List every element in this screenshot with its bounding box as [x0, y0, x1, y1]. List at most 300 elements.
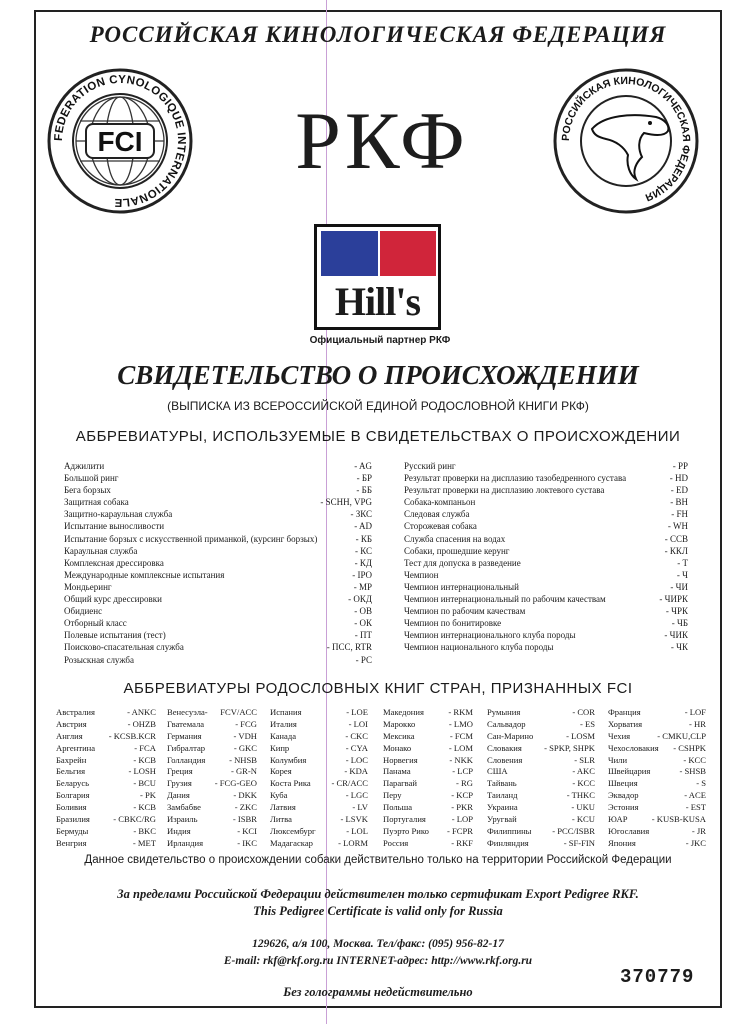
list-item — [167, 707, 257, 719]
item-code: - ACE — [684, 790, 706, 801]
item-code: - RKF — [451, 837, 473, 848]
item-label: Канада — [270, 730, 297, 741]
list-item — [404, 508, 688, 520]
item-label: Сальвадор — [487, 718, 526, 729]
item-code: - EST — [685, 802, 706, 813]
list-item — [270, 719, 368, 731]
item-code: - Ч — [676, 569, 688, 580]
country-column-6 — [608, 707, 706, 850]
list-item — [167, 766, 257, 778]
item-label: Замбабве — [167, 802, 201, 813]
item-code: - AD — [354, 521, 372, 532]
item-code: - BCU — [133, 778, 156, 789]
item-label: Чехия — [608, 730, 631, 741]
item-label: Индия — [167, 825, 191, 836]
item-label: Мадагаскар — [270, 837, 313, 848]
list-item — [270, 778, 368, 790]
list-item — [608, 743, 706, 755]
item-code: - LCP — [452, 766, 473, 777]
item-code: - GKC — [233, 742, 257, 753]
list-item — [64, 557, 372, 569]
item-code: - KDA — [344, 766, 368, 777]
list-item — [487, 755, 595, 767]
list-item — [167, 755, 257, 767]
item-label: Колумбия — [270, 754, 307, 765]
item-code: - ED — [670, 485, 688, 496]
hills-logo — [314, 224, 441, 330]
list-item — [56, 838, 156, 850]
item-code: - PK — [140, 790, 156, 801]
item-label: Люксембург — [270, 825, 316, 836]
item-code: - FCG-GEO — [214, 778, 257, 789]
list-item — [64, 472, 372, 484]
item-code: - ККЛ — [664, 545, 688, 556]
item-code: - FH — [671, 509, 688, 520]
item-label: Аргентина — [56, 742, 96, 753]
item-label: Голландия — [167, 754, 206, 765]
list-item — [608, 814, 706, 826]
item-label: Таиланд — [487, 790, 518, 801]
list-item — [608, 790, 706, 802]
list-item — [404, 533, 688, 545]
list-item — [56, 731, 156, 743]
item-code: - SHSB — [679, 766, 706, 777]
item-code: - VDH — [233, 730, 257, 741]
item-code: - CSHPK — [673, 742, 706, 753]
item-code: - FCA — [134, 742, 156, 753]
item-code: - JKC — [685, 837, 706, 848]
abbreviations-list-left — [64, 460, 372, 666]
list-item — [404, 581, 688, 593]
item-code: - ЧБ — [671, 618, 688, 629]
item-code: - OHZB — [127, 718, 156, 729]
item-label: Чемпион по бонитировке — [404, 618, 502, 629]
item-label: Результат проверки на дисплазию тазобедренного сустава — [404, 473, 627, 484]
validity-note: Данное свидетельство о происхождении собаки действительно только на территории Российской Федерации — [84, 854, 672, 866]
item-code: - КБ — [355, 533, 372, 544]
item-label: Защитная собака — [64, 497, 129, 508]
item-label: Эквадор — [608, 790, 639, 801]
list-item — [487, 790, 595, 802]
document-subtitle: (ВЫПИСКА ИЗ ВСЕРОССИЙСКОЙ ЕДИНОЙ РОДОСЛОВНОЙ КНИГИ РКФ) — [167, 399, 589, 413]
list-item — [270, 755, 368, 767]
hills-logo-red-block — [380, 231, 436, 276]
item-label: Польша — [383, 802, 413, 813]
item-code: - LOL — [346, 825, 368, 836]
list-item — [383, 802, 473, 814]
item-label: Кипр — [270, 742, 290, 753]
list-item — [383, 778, 473, 790]
item-label: США — [487, 766, 508, 777]
item-code: - AG — [354, 461, 372, 471]
item-label: Чемпион интернационального клуба породы — [404, 630, 576, 641]
item-code: - KCSB.KCR — [108, 730, 156, 741]
list-item — [404, 629, 688, 641]
item-label: Швеция — [608, 778, 638, 789]
item-code: - ES — [579, 718, 595, 729]
item-code: - ANKC — [127, 707, 156, 717]
item-code: - РР — [672, 461, 688, 471]
item-code: - SF-FIN — [563, 837, 595, 848]
item-code: - DKK — [233, 790, 257, 801]
item-label: Чемпион национального клуба породы — [404, 642, 554, 653]
item-label: Уругвай — [487, 814, 517, 825]
list-item — [167, 802, 257, 814]
item-code: - KUSB-KUSA — [651, 814, 706, 825]
list-item — [383, 731, 473, 743]
fci-seal-center: FCI — [97, 126, 143, 157]
item-label: Португалия — [383, 814, 426, 825]
item-code: - ЧРК — [665, 606, 688, 617]
list-item — [167, 731, 257, 743]
list-item — [270, 826, 368, 838]
list-item — [56, 707, 156, 719]
item-label: Норвегия — [383, 754, 418, 765]
item-label: Боливия — [56, 802, 87, 813]
item-code: - LOSH — [128, 766, 156, 777]
list-item — [270, 743, 368, 755]
list-item — [487, 802, 595, 814]
list-item — [487, 826, 595, 838]
hills-logo-blue-block — [321, 231, 378, 276]
list-item — [56, 802, 156, 814]
item-label: Общий курс дрессировки — [64, 594, 162, 605]
item-label: Собака-компаньон — [404, 497, 476, 508]
list-item — [487, 731, 595, 743]
list-item — [383, 766, 473, 778]
item-code: - LV — [352, 802, 368, 813]
list-item — [64, 533, 372, 545]
list-item — [56, 755, 156, 767]
item-label: Мондьеринг — [64, 581, 112, 592]
item-code: - BKC — [133, 825, 156, 836]
item-label: Испания — [270, 707, 302, 717]
list-item — [64, 520, 372, 532]
list-item — [608, 719, 706, 731]
item-label: Поисково-спасательная служба — [64, 642, 184, 653]
abbreviations-list-right — [404, 460, 688, 654]
item-code: - NKK — [449, 754, 473, 765]
item-code: - BH — [670, 497, 688, 508]
item-label: Русский ринг — [404, 461, 456, 471]
list-item — [270, 790, 368, 802]
item-label: Полевые испытания (тест) — [64, 630, 166, 641]
list-item — [487, 838, 595, 850]
list-item — [404, 545, 688, 557]
item-code: - JR — [691, 825, 706, 836]
country-column-2 — [167, 707, 257, 850]
item-label: Грузия — [167, 778, 192, 789]
item-label: Австрия — [56, 718, 87, 729]
list-item — [270, 814, 368, 826]
item-label: Марокко — [383, 718, 416, 729]
item-label: Венгрия — [56, 837, 87, 848]
item-code: - ББ — [356, 485, 372, 496]
list-item — [56, 778, 156, 790]
list-item — [608, 802, 706, 814]
rkf-seal-ring-text: РОССИЙСКАЯ КИНОЛОГИЧЕСКАЯ ФЕДЕРАЦИЯ — [559, 74, 693, 204]
item-label: Чемпион по рабочим качествам — [404, 606, 526, 617]
abbreviations-heading: АББРЕВИАТУРЫ, ИСПОЛЬЗУЕМЫЕ В СВИДЕТЕЛЬСТВАХ О ПРОИСХОЖДЕНИИ — [75, 428, 681, 445]
list-item — [64, 484, 372, 496]
list-item — [404, 569, 688, 581]
item-label: Куба — [270, 790, 288, 801]
item-code: - PKR — [451, 802, 473, 813]
email-web-line: E-mail: rkf@rkf.org.ru INTERNET-адрес: http://www.rkf.org.ru — [223, 955, 533, 967]
list-item — [404, 593, 688, 605]
item-code: - LOM — [448, 742, 473, 753]
country-abbreviations-heading: АББРЕВИАТУРЫ РОДОСЛОВНЫХ КНИГ СТРАН, ПРИЗНАННЫХ FCI — [123, 680, 633, 697]
list-item — [270, 838, 368, 850]
item-label: Россия — [383, 837, 409, 848]
list-item — [64, 629, 372, 641]
item-label: Перу — [383, 790, 402, 801]
item-code: - IPO — [352, 569, 372, 580]
item-code: - FCG — [235, 718, 257, 729]
item-code: - UKU — [571, 802, 595, 813]
item-code: - Т — [677, 557, 688, 568]
item-code: - SCHH, VPG — [320, 497, 372, 508]
item-code: - РС — [355, 654, 372, 665]
item-code: - SPKP, SHPK — [544, 742, 595, 753]
list-item — [383, 707, 473, 719]
list-item — [270, 731, 368, 743]
item-label: ЮАР — [608, 814, 628, 825]
item-code: - RG — [456, 778, 473, 789]
item-label: Румыния — [487, 707, 521, 717]
item-label: Защитно-караульная служба — [64, 509, 173, 520]
item-label: Коста Рика — [270, 778, 311, 789]
item-label: Чемпион — [404, 569, 439, 580]
item-code: - LOSM — [566, 730, 595, 741]
list-item — [487, 719, 595, 731]
item-code: - WH — [667, 521, 688, 532]
list-item — [404, 605, 688, 617]
list-item — [608, 826, 706, 838]
item-label: Монако — [383, 742, 412, 753]
item-code: - MP — [353, 581, 372, 592]
item-label: Пуэрто Рико — [383, 825, 429, 836]
item-code: - CYA — [345, 742, 368, 753]
item-code: - SLR — [574, 754, 595, 765]
list-item — [56, 743, 156, 755]
item-label: Греция — [167, 766, 193, 777]
list-item — [608, 731, 706, 743]
list-item — [383, 838, 473, 850]
item-code: - LGC — [345, 790, 368, 801]
list-item — [167, 790, 257, 802]
item-code: - ЧИ — [670, 581, 688, 592]
list-item — [404, 557, 688, 569]
item-label: Англия — [56, 730, 83, 741]
item-label: Македония — [383, 707, 424, 717]
list-item — [64, 605, 372, 617]
item-code: - БР — [356, 473, 372, 484]
item-label: Обидиенс — [64, 606, 103, 617]
item-code: - LMO — [448, 718, 473, 729]
item-code: - ISBR — [232, 814, 257, 825]
item-label: Комплексная дрессировка — [64, 557, 164, 568]
item-code: FCV/ACC — [220, 707, 257, 717]
item-label: Тест для допуска в разведение — [404, 557, 521, 568]
item-code: - CMKU,CLP — [657, 730, 706, 741]
address-line: 129626, а/я 100, Москва. Тел/факс: (095) 956-82-17 — [252, 938, 504, 950]
item-label: Ирландия — [167, 837, 204, 848]
list-item — [64, 569, 372, 581]
list-item — [167, 838, 257, 850]
item-label: Италия — [270, 718, 297, 729]
list-item — [56, 766, 156, 778]
item-code: - LOE — [346, 707, 368, 717]
item-label: Испытание выносливости — [64, 521, 165, 532]
item-code: - ПТ — [354, 630, 372, 641]
item-code: - LOP — [451, 814, 473, 825]
list-item — [383, 790, 473, 802]
item-code: - CBKC/RG — [113, 814, 156, 825]
fci-seal-ring-text: FEDERATION CYNOLOGIQUE INTERNATIONALE — [52, 73, 188, 209]
export-warning-en: This Pedigree Certificate is valid only for Russia — [253, 904, 503, 918]
item-label: Эстония — [608, 802, 639, 813]
partner-caption: Официальный партнер РКФ — [309, 335, 451, 346]
list-item — [487, 743, 595, 755]
item-code: - CR/ACC — [331, 778, 368, 789]
list-item — [64, 593, 372, 605]
list-item — [270, 766, 368, 778]
list-item — [64, 581, 372, 593]
list-item — [383, 826, 473, 838]
item-code: - KCB — [133, 802, 156, 813]
item-label: Израиль — [167, 814, 198, 825]
hills-logo-text: Hill's — [334, 279, 421, 324]
country-column-1 — [56, 707, 156, 850]
list-item — [608, 766, 706, 778]
list-item — [404, 520, 688, 532]
list-item — [383, 743, 473, 755]
item-label: Бега борзых — [64, 485, 111, 496]
list-item — [404, 641, 688, 653]
item-code: - RKM — [448, 707, 473, 717]
item-code: - CKC — [345, 730, 368, 741]
item-code: - HR — [689, 718, 706, 729]
rkf-seal-icon — [552, 67, 700, 215]
item-code: - KCP — [451, 790, 473, 801]
item-label: Филиппины — [487, 825, 532, 836]
item-code: - MET — [132, 837, 156, 848]
list-item — [404, 496, 688, 508]
item-label: Гватемала — [167, 718, 205, 729]
list-item — [56, 814, 156, 826]
item-label: Латвия — [270, 802, 296, 813]
list-item — [487, 814, 595, 826]
list-item — [64, 617, 372, 629]
list-item — [608, 778, 706, 790]
rkf-monogram: РКФ — [295, 95, 469, 186]
export-warning-ru: За пределами Российской Федерации действителен только сертификат Export Pedigree RKF. — [117, 887, 639, 901]
item-label: Аджилити — [64, 461, 105, 471]
country-column-4 — [383, 707, 473, 850]
item-label: Бахрейн — [56, 754, 87, 765]
list-item — [167, 778, 257, 790]
list-item — [56, 790, 156, 802]
item-code: - IKC — [237, 837, 257, 848]
item-label: Собаки, прошедшие керунг — [404, 545, 510, 556]
list-item — [64, 496, 372, 508]
list-item — [404, 617, 688, 629]
list-item — [383, 814, 473, 826]
item-label: Служба спасения на водах — [404, 533, 506, 544]
item-label: Караульная служба — [64, 545, 138, 556]
item-label: Корея — [270, 766, 292, 777]
item-code: - AKC — [572, 766, 595, 777]
item-label: Гибралтар — [167, 742, 206, 753]
item-code: - LOF — [684, 707, 706, 717]
item-code: - KCU — [571, 814, 595, 825]
item-label: Большой ринг — [64, 473, 119, 484]
item-code: - KCI — [237, 825, 257, 836]
item-label: Тайвань — [487, 778, 517, 789]
item-label: Бермуды — [56, 825, 89, 836]
list-item — [487, 766, 595, 778]
list-item — [64, 654, 372, 666]
item-label: Франция — [608, 707, 641, 717]
item-code: - LOC — [345, 754, 368, 765]
item-label: Розыскная служба — [64, 654, 134, 665]
item-label: Следовая служба — [404, 509, 470, 520]
item-code: - OB — [354, 606, 372, 617]
list-item — [383, 755, 473, 767]
list-item — [270, 707, 368, 719]
item-label: Япония — [608, 837, 636, 848]
item-label: Парагвай — [383, 778, 418, 789]
item-code: - ЗКС — [350, 509, 372, 520]
item-code: - NHSB — [229, 754, 257, 765]
item-code: - THKC — [566, 790, 595, 801]
item-label: Швейцария — [608, 766, 651, 777]
list-item — [608, 707, 706, 719]
list-item — [404, 460, 688, 472]
item-code: - ОК — [354, 618, 372, 629]
item-label: Австралия — [56, 707, 95, 717]
item-code: - ПСС, RTR — [326, 642, 372, 653]
item-code: - ЧИК — [664, 630, 688, 641]
item-code: - HD — [669, 473, 688, 484]
item-label: Чехословакия — [608, 742, 659, 753]
item-code: - LOI — [348, 718, 368, 729]
serial-number: 370779 — [620, 966, 695, 988]
item-code: - KCC — [572, 778, 595, 789]
list-item — [64, 545, 372, 557]
list-item — [167, 826, 257, 838]
item-label: Словакия — [487, 742, 522, 753]
item-label: Панама — [383, 766, 411, 777]
item-label: Чемпион интернациональный — [404, 581, 519, 592]
country-column-5 — [487, 707, 595, 850]
item-code: - FCPR — [446, 825, 473, 836]
country-column-3 — [270, 707, 368, 850]
document-title: СВИДЕТЕЛЬСТВО О ПРОИСХОЖДЕНИИ — [117, 360, 639, 390]
list-item — [64, 641, 372, 653]
list-item — [404, 484, 688, 496]
list-item — [167, 743, 257, 755]
org-header: РОССИЙСКАЯ КИНОЛОГИЧЕСКАЯ ФЕДЕРАЦИЯ — [89, 22, 667, 47]
item-code: - COR — [572, 707, 595, 717]
item-code: - LORM — [338, 837, 368, 848]
list-item — [487, 707, 595, 719]
fci-seal-icon — [46, 67, 194, 215]
list-item — [608, 755, 706, 767]
item-label: Финляндия — [487, 837, 529, 848]
item-label: Хорватия — [608, 718, 643, 729]
